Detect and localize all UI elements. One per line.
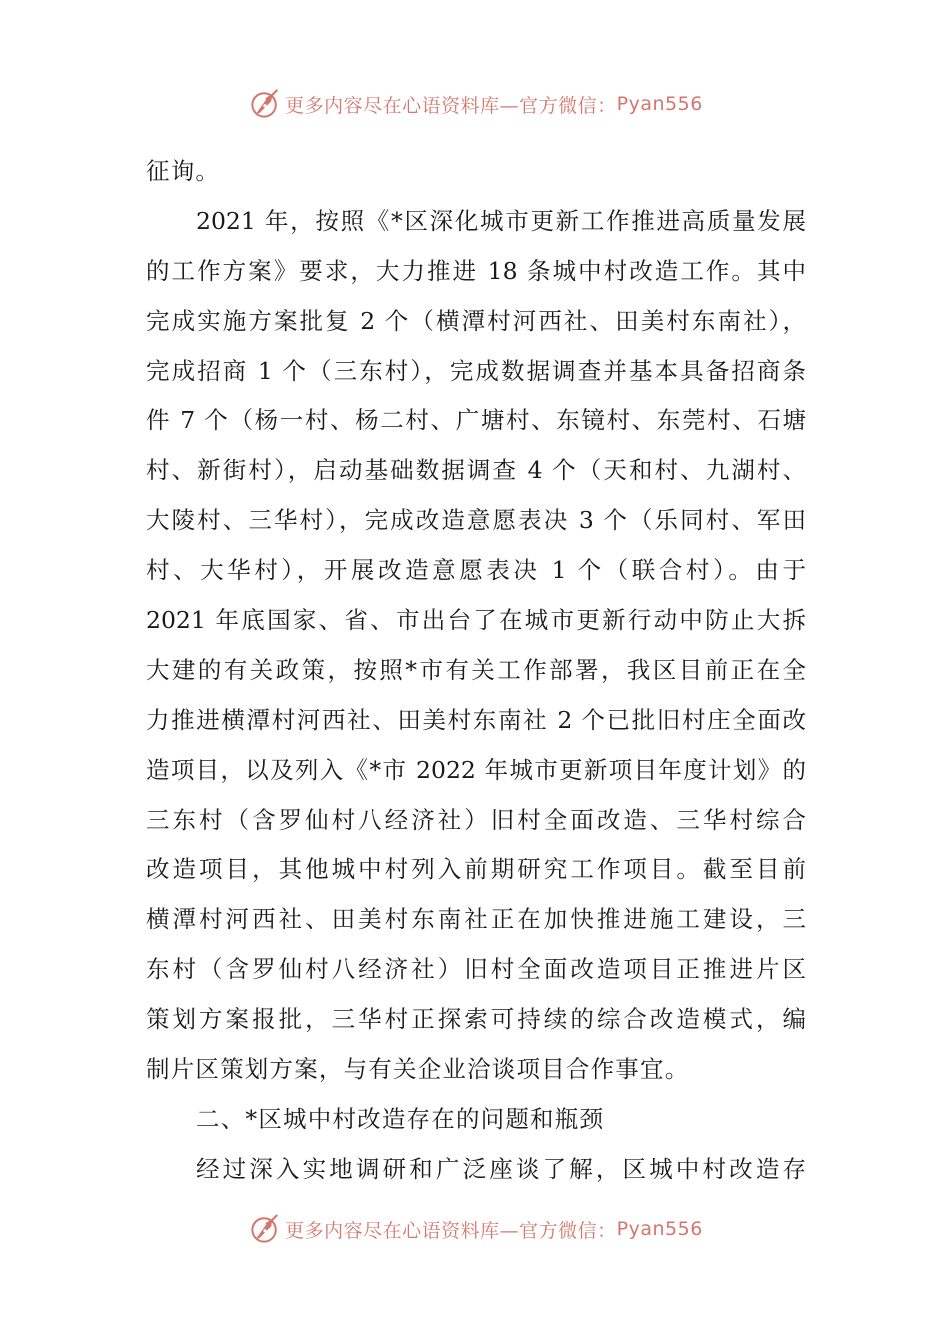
body-line-10: 2021 年底国家、省、市出台了在城市更新行动中防止大拆 [146,606,806,635]
pen-nib-logo-icon [247,86,283,122]
section-heading: 二、*区城中村改造存在的问题和瓶颈 [196,1104,605,1133]
body-line-19: 制片区策划方案，与有关企业洽谈项目合作事宜。 [146,1055,690,1084]
body-line-1: 征询。 [146,157,221,185]
watermark-text: 更多内容尽在心语资料库—官方微信： [285,94,617,117]
watermark-handle: Pyan556 [616,93,703,115]
watermark-handle: Pyan556 [616,1218,703,1240]
body-line-13: 造项目，以及列入《*市 2022 年城市更新项目年度计划》的 [146,755,806,784]
body-line-12: 力推进横潭村河西社、田美村东南社 2 个已批旧村庄全面改 [146,705,806,734]
document-body [146,147,806,1195]
body-line-7: 村、新街村），启动基础数据调查 4 个（天和村、九湖村、 [146,456,806,485]
body-line-6: 件 7 个（杨一村、杨二村、广塘村、东镜村、东莞村、石塘 [146,406,806,435]
body-line-21: 经过深入实地调研和广泛座谈了解，区城中村改造存 [196,1154,806,1183]
watermark-banner-bottom [0,1209,950,1249]
body-line-3: 的工作方案》要求，大力推进 18 条城中村改造工作。其中 [146,256,806,285]
body-line-2: 2021 年，按照《*区深化城市更新工作推进高质量发展 [196,206,806,235]
body-line-8: 大陵村、三华村），完成改造意愿表决 3 个（乐同村、军田 [146,506,806,535]
watermark-banner-top [0,84,950,124]
watermark-text: 更多内容尽在心语资料库—官方微信： [285,1219,617,1242]
body-line-11: 大建的有关政策，按照*市有关工作部署，我区目前正在全 [146,655,806,684]
body-line-15: 改造项目，其他城中村列入前期研究工作项目。截至目前 [146,855,806,884]
body-line-4: 完成实施方案批复 2 个（横潭村河西社、田美村东南社）， [146,306,806,335]
pen-nib-logo-icon [247,1211,283,1247]
body-line-14: 三东村（含罗仙村八经济社）旧村全面改造、三华村综合 [146,805,806,834]
body-line-9: 村、大华村），开展改造意愿表决 1 个（联合村）。由于 [146,556,806,585]
body-line-16: 横潭村河西社、田美村东南社正在加快推进施工建设，三 [146,905,806,934]
body-line-17: 东村（含罗仙村八经济社）旧村全面改造项目正推进片区 [146,955,806,984]
body-line-5: 完成招商 1 个（三东村），完成数据调查并基本具备招商条 [146,356,806,385]
body-line-18: 策划方案报批，三华村正探索可持续的综合改造模式，编 [146,1005,806,1034]
